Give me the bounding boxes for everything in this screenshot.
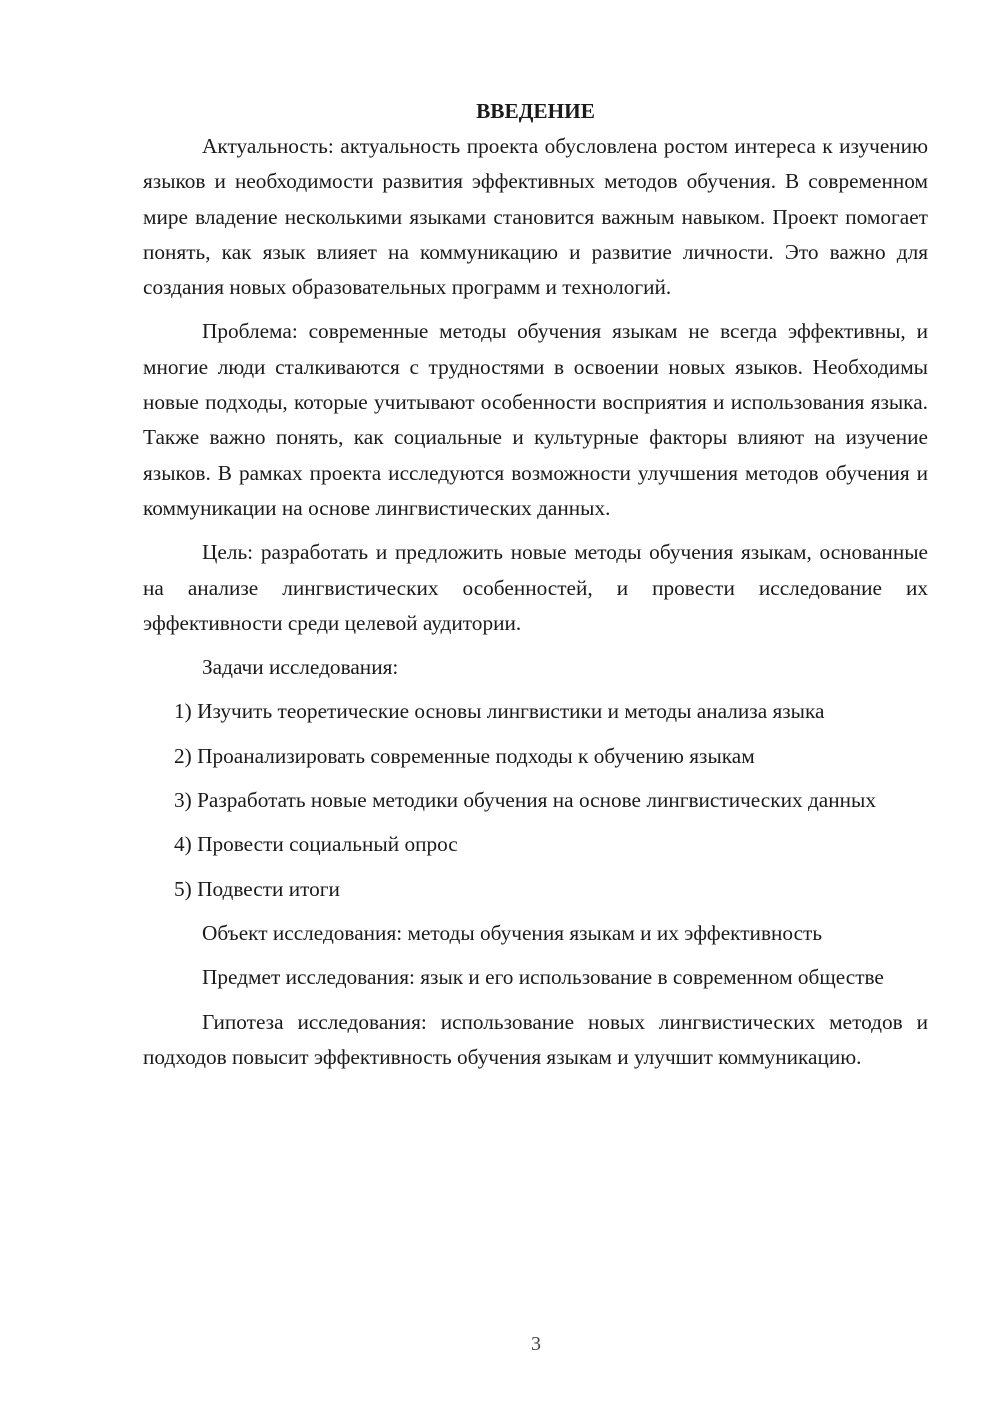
paragraph-subject: Предмет исследования: язык и его использование в современном обществе [202, 965, 884, 990]
document-page [143, 94, 928, 1084]
paragraph-goal: Цель: разработать и предложить новые методы обучения языкам, основанные на анализе лингвистических особенностей, и провести исследование их эффективности среди целевой аудитории. [143, 540, 928, 635]
paragraph-hypothesis: Гипотеза исследования: использование новых лингвистических методов и подходов повысит эффективность обучения языкам и улучшит коммуникацию. [143, 1009, 928, 1069]
page-title: ВВЕДЕНИЕ [476, 99, 595, 123]
page-number: 3 [531, 1333, 541, 1355]
task-item-1: 1) Изучить теоретические основы лингвистики и методы анализа языка [174, 699, 825, 724]
task-item-2: 2) Проанализировать современные подходы к обучению языкам [174, 743, 755, 768]
paragraph-tasks-heading: Задачи исследования: [202, 655, 399, 680]
paragraph-relevance: Актуальность: актуальность проекта обусловлена ростом интереса к изучению языков и необходимости развития эффективных методов обучения. В современном мире владение несколькими языками становится важным навыком. Проект помогает понять, как язык влияет на коммуникацию и развитие личности. Это важно для создания новых образовательных программ и технологий. [143, 134, 928, 300]
task-item-4: 4) Провести социальный опрос [174, 832, 458, 857]
task-item-5: 5) Подвести итоги [174, 876, 340, 901]
paragraph-problem: Проблема: современные методы обучения языкам не всегда эффективны, и многие люди сталкиваются с трудностями в освоении новых языков. Необходимы новые подходы, которые учитывают особенности восприятия и использования языка. Также важно понять, как социальные и культурные факторы влияют на изучение языков. В рамках проекта исследуются возможности улучшения методов обучения и коммуникации на основе лингвистических данных. [143, 319, 928, 520]
paragraph-object: Объект исследования: методы обучения языкам и их эффективность [202, 920, 823, 945]
task-item-3: 3) Разработать новые методики обучения на основе лингвистических данных [174, 788, 876, 813]
